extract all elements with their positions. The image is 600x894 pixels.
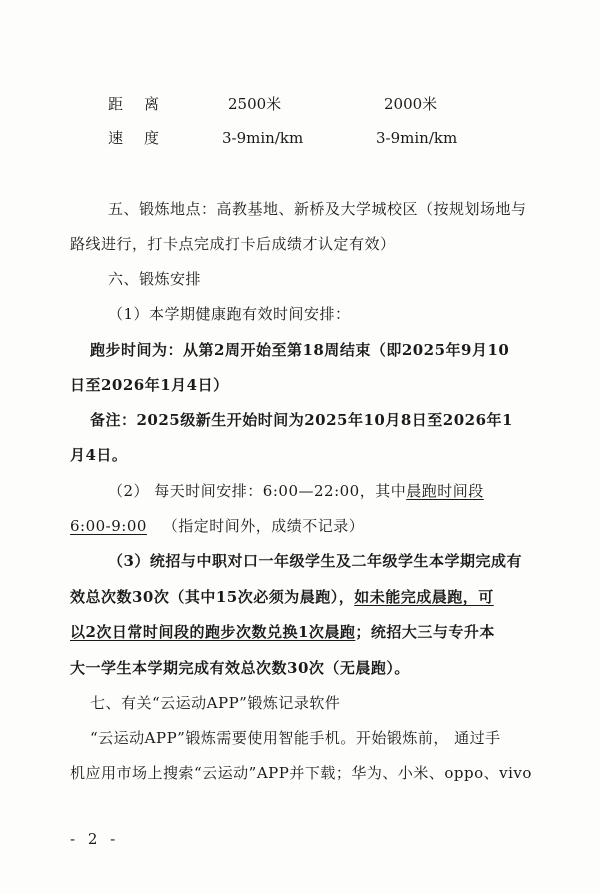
section7-line1: “云运动APP”锻炼需要使用智能手机。开始锻炼前， 通过手 — [90, 729, 501, 747]
daily-schedule-line1 — [108, 480, 484, 502]
cell-value: 3-9min/km — [222, 129, 304, 147]
rule3-line3 — [70, 621, 495, 643]
cell-value: 2000米 — [384, 95, 438, 113]
note-line2: 月4日。 — [70, 446, 128, 464]
cell-value: 2500米 — [228, 95, 282, 113]
row-label: 速 度 — [108, 129, 163, 147]
rule3-line1: （3）统招与中职对口一年级学生及二年级学生本学期完成有 — [108, 552, 522, 570]
section5-line1: 五、锻炼地点：高教基地、新桥及大学城校区（按规划场地与 — [108, 200, 527, 218]
rule3-line2 — [70, 586, 494, 608]
daily-schedule-text: （2） 每天时间安排：6:00—22:00，其中 — [108, 482, 407, 500]
section6-sub1: （1）本学期健康跑有效时间安排： — [108, 305, 351, 323]
run-time-line2: 日至2026年1月4日） — [70, 376, 229, 394]
rule3-line4: 大一学生本学期完成有效总次数30次（无晨跑）。 — [70, 659, 410, 677]
row-label: 距 离 — [108, 95, 163, 113]
section5-line2: 路线进行，打卡点完成打卡后成绩才认定有效） — [70, 235, 396, 253]
rule3-underlined: 以2次日常时间段的跑步次数兑换1次晨跑 — [70, 623, 356, 641]
rule3-underlined: 如未能完成晨跑，可 — [354, 588, 494, 606]
run-time-line1: 跑步时间为：从第2周开始至第18周结束（即2025年9月10 — [90, 341, 510, 359]
daily-schedule-line2 — [70, 515, 364, 537]
page-number: - 2 - — [70, 830, 120, 848]
section6-heading: 六、锻炼安排 — [108, 270, 202, 288]
note-line1: 备注：2025级新生开始时间为2025年10月8日至2026年1 — [90, 411, 513, 429]
cell-value: 3-9min/km — [376, 129, 458, 147]
morning-run-hours: 6:00-9:00 — [70, 517, 147, 535]
rule3-text: 效总次数30次（其中15次必须为晨跑）， — [70, 588, 355, 606]
section7-heading: 七、有关“云运动APP”锻炼记录软件 — [90, 694, 341, 712]
section7-line2: 机应用市场上搜索“云运动”APP并下载；华为、小米、oppo、vivo — [70, 764, 532, 782]
morning-run-period: 晨跑时间段 — [406, 482, 484, 500]
daily-schedule-note: （指定时间外，成绩不记录） — [162, 517, 365, 535]
rule3-text: ；统招大三与专升本 — [355, 623, 495, 641]
